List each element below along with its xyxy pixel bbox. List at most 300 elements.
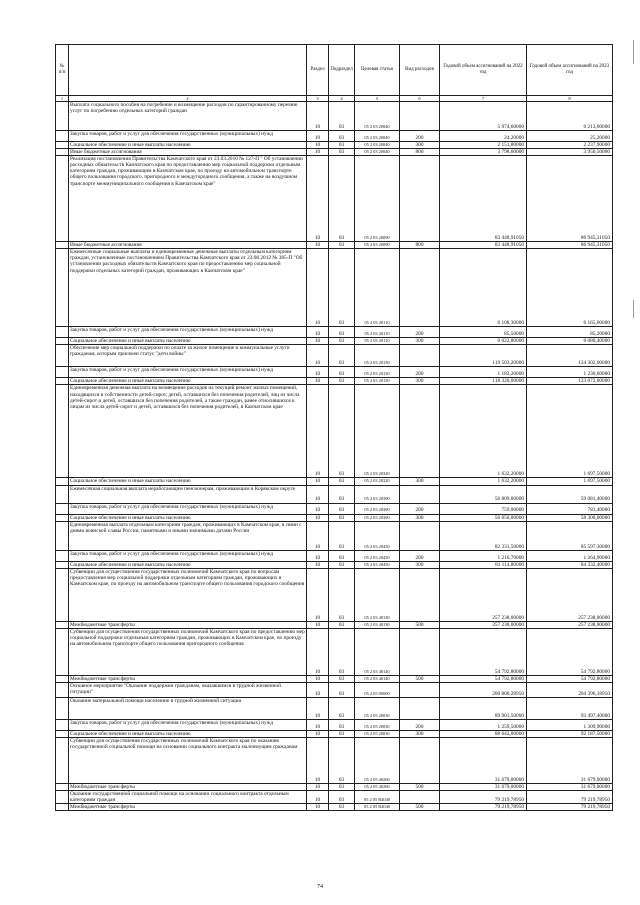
row-volume-2023: 54 792,80000 [527,675,613,682]
row-target-article: 05 2 03 20320 [355,385,400,478]
row-subsection: 03 [329,338,355,345]
row-volume-2023: 58 300,00000 [527,514,613,521]
row-volume-2022: 2 151,80000 [440,142,527,149]
table-row [56,719,613,730]
table-row [56,327,613,338]
margin-mark [633,300,634,318]
row-number [56,628,69,675]
row-volume-2023: 31 679,00000 [527,784,613,791]
row-name: Закупка товаров, работ и услуг для обеспечения государственных (муниципальных) нужд [69,503,307,514]
row-volume-2022: 257 238,00000 [440,621,527,628]
row-section: 10 [307,131,329,142]
row-expense-type [400,791,440,804]
row-subsection: 03 [329,102,355,131]
row-expense-type: 200 [400,503,440,514]
row-number [56,784,69,791]
row-target-article: 05 2 03 40140 [355,675,400,682]
row-subsection: 03 [329,149,355,156]
row-subsection: 03 [329,697,355,719]
row-volume-2022: 82 331,50000 [440,521,527,550]
column-number: 6 [400,96,440,102]
row-number [56,682,69,697]
column-number: 8 [527,96,613,102]
row-name: Межбюджетные трансферты [69,675,307,682]
row-volume-2022: 1 632,20000 [440,385,527,478]
row-section: 10 [307,738,329,784]
row-volume-2023: 124 302,60000 [527,345,613,367]
row-target-article: 05 2 03 20150 [355,378,400,385]
table-row [56,156,613,242]
table-row [56,478,613,485]
row-number [56,485,69,503]
row-number [56,478,69,485]
table-row [56,242,613,249]
row-section: 10 [307,385,329,478]
row-number [56,568,69,621]
row-name: Единовременная денежная выплата на возмещение расходов на текущий ремонт жилых помещений, находящихся в собственности детей-сирот, детей, оставшихся без попечения родителей, лиц из числа детей-сирот и детей, оставшихся без попечения родителей, а также граждан, ранее относившихся к лицам из числа детей-сирот и детей, оставшихся без попечения родителей, в Камчатском крае [69,385,307,478]
row-target-article: 05 2 03 20040 [355,149,400,156]
row-name: Социальное обеспечение и иные выплаты населению [69,378,307,385]
row-target-article: 05 2 03 20390 [355,514,400,521]
row-number [56,697,69,719]
table-row [56,628,613,675]
row-target-article: 05 2 05 R4040 [355,791,400,804]
row-section: 10 [307,367,329,378]
row-volume-2023: 2 237,90000 [527,142,613,149]
table-row [56,738,613,784]
row-section: 10 [307,784,329,791]
row-volume-2023: 86 945,31050 [527,156,613,242]
row-number [56,156,69,242]
row-number [56,367,69,378]
row-number [56,102,69,131]
row-name: Оказание государственной социальной помощи на основании социального контракта отдельным категориям граждан [69,791,307,804]
row-volume-2023: 1 264,90000 [527,550,613,561]
row-expense-type: 200 [400,327,440,338]
row-volume-2023: 204 396,18950 [527,682,613,697]
row-subsection: 03 [329,156,355,242]
row-volume-2022: 89 901,50000 [440,697,527,719]
row-section: 10 [307,478,329,485]
row-volume-2023: 31 679,00000 [527,738,613,784]
row-volume-2023: 6 165,60000 [527,249,613,327]
header-expense-type: Вид расходов [400,45,440,96]
row-name: Закупка товаров, работ и услуг для обеспечения государственных (муниципальных) нужд [69,131,307,142]
row-volume-2023: 54 792,80000 [527,628,613,675]
row-volume-2023: 79 219,78950 [527,804,613,811]
row-number [56,503,69,514]
table-row [56,621,613,628]
row-subsection: 03 [329,327,355,338]
row-section: 10 [307,521,329,550]
budget-table [55,44,613,811]
row-name: Ежемесячные социальные выплаты и единовременные денежные выплаты отдельным категориям граждан, установленные постановлением Правительства Камчатского края от 23.08.2012 № 385-П "Об установлении расходных обязательств Камчатского края по предоставлению мер социальной поддержки отдельных категорий граждан, проживающих в Камчатском крае" [69,249,307,327]
row-name: Межбюджетные трансферты [69,621,307,628]
row-name: Социальное обеспечение и иные выплаты населению [69,142,307,149]
row-number [56,621,69,628]
row-expense-type: 800 [400,242,440,249]
row-target-article: 05 2 05 R4040 [355,804,400,811]
row-subsection: 03 [329,738,355,784]
row-subsection: 03 [329,784,355,791]
row-name: Социальное обеспечение и иные выплаты населению [69,514,307,521]
row-volume-2023: 257 238,00000 [527,621,613,628]
row-expense-type: 500 [400,804,440,811]
table-row [56,503,613,514]
table-row [56,149,613,156]
row-target-article: 05 2 03 20090 [355,242,400,249]
row-expense-type: 500 [400,784,440,791]
row-section: 10 [307,621,329,628]
row-volume-2022: 54 792,80000 [440,675,527,682]
row-number [56,249,69,327]
header-name [69,45,307,96]
row-volume-2023: 86 945,31050 [527,242,613,249]
row-section: 10 [307,242,329,249]
row-name: Выплата социального пособия на погребение и возмещение расходов по гарантированному перечню услуг по погребению отдельных категорий граждан [69,102,307,131]
row-expense-type: 500 [400,621,440,628]
table-row [56,385,613,478]
row-number [56,550,69,561]
row-subsection: 03 [329,142,355,149]
row-number [56,385,69,478]
row-subsection: 03 [329,682,355,697]
row-subsection: 03 [329,730,355,737]
row-volume-2022: 83 448,91050 [440,242,527,249]
budget-table-sheet [55,44,612,811]
column-number: 2 [69,96,307,102]
page-number: 74 [317,884,323,890]
row-volume-2022: 1 259,50000 [440,719,527,730]
table-row [56,514,613,521]
row-subsection: 03 [329,478,355,485]
row-volume-2022: 119 503,20000 [440,345,527,367]
row-section: 10 [307,102,329,131]
row-target-article: 05 2 03 20090 [355,156,400,242]
column-number: 4 [329,96,355,102]
row-volume-2023: 1 309,90000 [527,719,613,730]
table-row [56,784,613,791]
row-volume-2023: 1 230,60000 [527,367,613,378]
row-volume-2023: 92 187,50000 [527,730,613,737]
row-number [56,738,69,784]
row-subsection: 03 [329,804,355,811]
row-volume-2022: 118 320,00000 [440,378,527,385]
table-body [56,102,613,811]
row-number [56,561,69,568]
table-row [56,561,613,568]
row-volume-2022: 79 219,78950 [440,791,527,804]
row-section: 10 [307,561,329,568]
row-name: Ежемесячная социальная выплата неработающим пенсионерам, проживающим в Корякском округе [69,485,307,503]
row-expense-type [400,385,440,478]
row-target-article: 05 2 05 20030 [355,697,400,719]
row-subsection: 03 [329,131,355,142]
row-name: Закупка товаров, работ и услуг для обеспечения государственных (муниципальных) нужд [69,550,307,561]
row-section: 10 [307,682,329,697]
row-section: 10 [307,485,329,503]
table-header-row [56,45,613,96]
table-row [56,345,613,367]
row-expense-type [400,628,440,675]
row-volume-2023: 84 332,40000 [527,561,613,568]
row-section: 10 [307,514,329,521]
row-number [56,514,69,521]
row-volume-2023: 1 697,50000 [527,385,613,478]
row-name: Закупка товаров, работ и услуг для обеспечения государственных (муниципальных) нужд [69,367,307,378]
row-subsection: 03 [329,561,355,568]
row-expense-type [400,102,440,131]
row-name: Оказание материальной помощи населению в трудной жизненной ситуации [69,697,307,719]
row-volume-2022: 83 448,91050 [440,156,527,242]
row-name: Межбюджетные трансферты [69,784,307,791]
row-target-article: 05 2 05 40260 [355,784,400,791]
table-row [56,697,613,719]
row-expense-type: 200 [400,550,440,561]
row-target-article: 05 2 03 40130 [355,621,400,628]
row-expense-type: 300 [400,478,440,485]
row-volume-2023: 85,20000 [527,327,613,338]
row-name: Межбюджетные трансферты [69,804,307,811]
row-expense-type [400,345,440,367]
row-target-article: 05 2 03 20040 [355,131,400,142]
table-row [56,485,613,503]
row-volume-2022: 257 238,00000 [440,568,527,621]
row-section: 10 [307,791,329,804]
row-number [56,719,69,730]
row-section: 10 [307,628,329,675]
row-number [56,804,69,811]
row-subsection: 03 [329,621,355,628]
row-section: 10 [307,697,329,719]
column-number: 3 [307,96,329,102]
row-expense-type [400,697,440,719]
row-name: Социальное обеспечение и иные выплаты населению [69,561,307,568]
table-row [56,378,613,385]
row-section: 10 [307,730,329,737]
row-target-article: 05 2 05 40260 [355,738,400,784]
row-volume-2023: 25,20000 [527,131,613,142]
row-number [56,242,69,249]
row-subsection: 03 [329,367,355,378]
row-number [56,131,69,142]
table-row [56,131,613,142]
row-section: 10 [307,345,329,367]
row-number [56,791,69,804]
row-target-article: 05 2 03 20110 [355,338,400,345]
row-target-article: 05 2 03 20390 [355,485,400,503]
row-subsection: 03 [329,719,355,730]
table-row [56,367,613,378]
row-subsection: 03 [329,249,355,327]
row-target-article: 05 2 03 40140 [355,628,400,675]
row-volume-2022: 79 219,78950 [440,804,527,811]
row-number [56,142,69,149]
row-expense-type [400,682,440,697]
row-volume-2022: 1 632,20000 [440,478,527,485]
row-volume-2022: 56 050,00000 [440,514,527,521]
table-row [56,682,613,697]
row-section: 10 [307,378,329,385]
row-subsection: 03 [329,675,355,682]
table-row [56,804,613,811]
row-expense-type: 300 [400,561,440,568]
row-expense-type [400,738,440,784]
row-volume-2023: 781,40000 [527,503,613,514]
row-number [56,378,69,385]
table-row [56,550,613,561]
row-volume-2023: 79 219,78950 [527,791,613,804]
row-name: Социальное обеспечение и иные выплаты населению [69,730,307,737]
row-section: 10 [307,249,329,327]
row-name: Иные бюджетные ассигнования [69,149,307,156]
column-number: 1 [56,96,69,102]
row-expense-type [400,521,440,550]
row-number [56,521,69,550]
row-volume-2023: 93 497,40000 [527,697,613,719]
row-expense-type: 500 [400,675,440,682]
header-subsection: Подраздел [329,45,355,96]
header-section: Раздел [307,45,329,96]
row-subsection: 03 [329,503,355,514]
row-section: 10 [307,149,329,156]
row-target-article: 05 2 03 20110 [355,249,400,327]
table-row [56,730,613,737]
row-target-article: 05 2 05 20030 [355,719,400,730]
row-target-article: 05 2 03 20450 [355,521,400,550]
row-section: 10 [307,568,329,621]
row-target-article: 05 2 03 20040 [355,142,400,149]
row-name: Основное мероприятие "Оказание поддержки гражданам, оказавшимся в трудной жизненной ситуации" [69,682,307,697]
row-number [56,730,69,737]
header-volume-2022: Годовой объем ассигнований на 2022 год [440,45,527,96]
header-target-article: Целевая статья [355,45,400,96]
row-subsection: 03 [329,385,355,478]
row-expense-type: 800 [400,149,440,156]
row-section: 10 [307,327,329,338]
row-target-article: 05 2 03 20150 [355,367,400,378]
row-expense-type: 300 [400,338,440,345]
row-volume-2022: 759,00000 [440,503,527,514]
row-volume-2022: 200 800,28950 [440,682,527,697]
row-name: Социальное обеспечение и иные выплаты населению [69,338,307,345]
row-target-article: 05 2 03 20040 [355,102,400,131]
row-name: Субвенции для осуществления государственных полномочий Камчатского края по вопросам предоставления мер социальной поддержки отдельным категориям граждан, проживающих в Камчатском крае, по проезду на автомобильном транспорте общего пользования городского сообщения [69,568,307,621]
row-expense-type [400,249,440,327]
row-volume-2023: 85 597,30000 [527,521,613,550]
row-volume-2022: 24,20000 [440,131,527,142]
row-volume-2022: 56 809,00000 [440,485,527,503]
row-target-article: 05 2 05 00000 [355,682,400,697]
row-volume-2022: 6 022,80000 [440,338,527,345]
row-name: Закупка товаров, работ и услуг для обеспечения государственных (муниципальных) нужд [69,719,307,730]
row-number [56,338,69,345]
table-row [56,675,613,682]
row-subsection: 03 [329,521,355,550]
row-section: 10 [307,338,329,345]
row-volume-2022: 81 114,80000 [440,561,527,568]
row-expense-type: 300 [400,730,440,737]
row-section: 10 [307,142,329,149]
row-target-article: 05 2 05 20030 [355,730,400,737]
row-section: 10 [307,719,329,730]
row-expense-type: 300 [400,514,440,521]
row-volume-2022: 6 108,30000 [440,249,527,327]
table-row [56,249,613,327]
row-expense-type [400,156,440,242]
row-name: Социальное обеспечение и иные выплаты населению [69,478,307,485]
row-target-article: 05 2 03 20390 [355,503,400,514]
row-name: Субвенции для осуществления государственных полномочий Камчатского края по оказанию государственной социальной помощи на основании социального контракта малоимущим гражданам [69,738,307,784]
row-subsection: 03 [329,378,355,385]
row-expense-type: 200 [400,719,440,730]
row-subsection: 03 [329,550,355,561]
row-section: 10 [307,675,329,682]
row-volume-2023: 3 950,50000 [527,149,613,156]
row-expense-type: 300 [400,378,440,385]
column-number: 7 [440,96,527,102]
row-subsection: 03 [329,628,355,675]
row-number [56,345,69,367]
row-expense-type [400,568,440,621]
row-volume-2023: 59 081,40000 [527,485,613,503]
row-volume-2022: 31 679,00000 [440,784,527,791]
row-volume-2022: 5 974,60000 [440,102,527,131]
row-subsection: 03 [329,242,355,249]
row-volume-2022: 1 183,20000 [440,367,527,378]
row-volume-2023: 257 238,00000 [527,568,613,621]
header-volume-2023: Годовой объем ассигнований на 2023 год [527,45,613,96]
row-expense-type: 200 [400,367,440,378]
table-row [56,521,613,550]
row-name: Закупка товаров, работ и услуг для обеспечения государственных (муниципальных) нужд [69,327,307,338]
row-subsection: 03 [329,485,355,503]
row-name: Обеспечение мер социальной поддержки по оплате за жилое помещение и коммунальные услуги гражданам, которым присвоен статус "дети войны" [69,345,307,367]
row-target-article: 05 2 03 20110 [355,327,400,338]
row-subsection: 03 [329,791,355,804]
margin-mark [633,40,634,64]
row-name: Иные бюджетные ассигнования [69,242,307,249]
row-name: Реализация постановления Правительства Камчатского края от 23.03.2010 № 127-П " Об установлении расходных обязательств Камчатского края по предоставлению мер социальной поддержки отдельным категориям граждан, проживающим в Камчатском крае, по проезду на автомобильном транспорте общего пользования городского, пригородного и междугородного сообщения, а также на воздушном транспорте межмуниципального сообщения в Камчатском крае" [69,156,307,242]
row-expense-type: 200 [400,131,440,142]
row-volume-2022: 31 679,00000 [440,738,527,784]
header-number: № п/п [56,45,69,96]
table-row [56,791,613,804]
row-target-article: 05 2 03 20150 [355,345,400,367]
table-row [56,568,613,621]
table-row [56,142,613,149]
row-section: 10 [307,804,329,811]
row-volume-2022: 54 792,80000 [440,628,527,675]
row-subsection: 03 [329,568,355,621]
row-number [56,327,69,338]
row-volume-2022: 1 216,70000 [440,550,527,561]
row-volume-2023: 6 080,40000 [527,338,613,345]
column-number: 5 [355,96,400,102]
row-target-article: 05 2 03 20320 [355,478,400,485]
row-volume-2022: 85,50000 [440,327,527,338]
row-volume-2022: 88 642,00000 [440,730,527,737]
row-volume-2023: 123 072,00000 [527,378,613,385]
row-subsection: 03 [329,345,355,367]
row-volume-2023: 6 213,60000 [527,102,613,131]
row-subsection: 03 [329,514,355,521]
table-row [56,102,613,131]
row-section: 10 [307,156,329,242]
row-target-article: 05 2 03 40130 [355,568,400,621]
row-target-article: 05 2 03 20450 [355,550,400,561]
row-name: Субвенции для осуществления государственных полномочий Камчатского края по предоставлению мер социальной поддержки отдельным категориям граждан, проживающих в Камчатском крае, по проезду на автомобильном транспорте общего пользования пригородного сообщения [69,628,307,675]
